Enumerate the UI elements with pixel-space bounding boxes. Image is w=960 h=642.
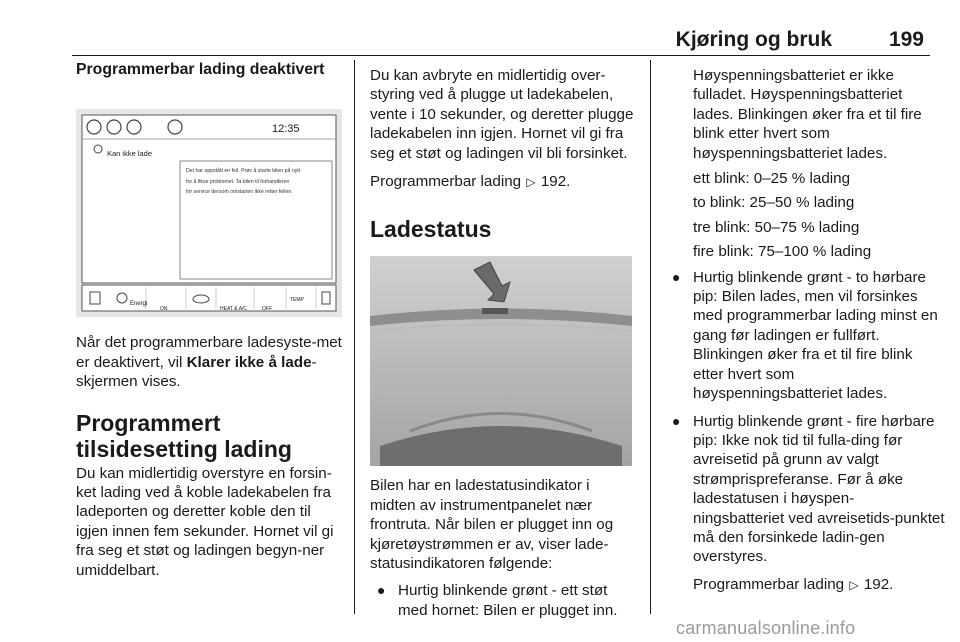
column-3 bbox=[665, 60, 945, 595]
screen-illustration bbox=[76, 109, 342, 317]
screen-message-line: Det har oppstått en feil. Prøv å starte bilen på nytt bbox=[186, 168, 301, 175]
screen-home-label: Kan ikke lade bbox=[107, 149, 153, 159]
disabled-paragraph-text: Når det programmerbare ladesyste-met er deaktivert, vil bbox=[76, 334, 342, 371]
status-bullet-1-text: Hurtig blinkende grønt - ett støt med hornet: Bilen er plugget inn. bbox=[398, 582, 618, 619]
screen-message-line: for å fikse problemet. Ta bilen til forhandleren bbox=[186, 178, 290, 185]
column-divider-2 bbox=[650, 60, 651, 614]
blink-4-text: fire blink: 75–100 % lading bbox=[693, 243, 872, 261]
bullet-glyph: ● bbox=[672, 412, 681, 429]
page-reference-icon: ▷ bbox=[526, 175, 536, 190]
dashboard-figure bbox=[370, 256, 632, 466]
screen-message-line: for service dersom omstarten ikke retter feilen. bbox=[186, 189, 293, 196]
infotainment-screen-figure bbox=[76, 109, 342, 317]
status-bullet-3-text: Hurtig blinkende grønt - fire hørbare pip: Ikke nok tid til fulla-ding før avreisetid på grunn av valgt strømprispreferanse. Før å øke ladestatusen i høyspen-ningsbatteriet ved avreisetids-punktet må den forsinkede ladin-gen overstyres. bbox=[693, 412, 945, 566]
screen-bar-energy: Energi bbox=[130, 301, 148, 308]
status-bullet-1-continued: Høyspenningsbatteriet er ikke fulladet. Høyspenningsbatteriet lades. Blinkingen øker fra et til fire blink etter hvert som høyspenningsbatteriet lades. bbox=[693, 67, 922, 162]
status-bullet-2-text: Hurtig blinkende grønt - to hørbare pip: Bilen lades, men vil forsinkes med programmerbar lading minst en gang før ladingen er fullført. Blinkingen øker fra et til fire blink etter hvert som høyspenningsbatteriet lades. bbox=[693, 268, 938, 403]
blink-1-text: ett blink: 0–25 % lading bbox=[693, 170, 851, 188]
reference-page[interactable]: 192. bbox=[540, 173, 571, 191]
status-bullet-2 bbox=[665, 268, 945, 404]
column-divider-1 bbox=[354, 60, 355, 614]
disabled-paragraph bbox=[76, 333, 342, 391]
reference-line-2 bbox=[665, 575, 945, 595]
cancel-override-paragraph: Du kan avbryte en midlertidig over-styring ved å plugge ut ladekabelen, vente i 10 sekunder, og deretter plugge ladekabelen inn igjen. Hornet vil gi fra seg et støt og ladingen vil bli forsinket. bbox=[370, 67, 634, 162]
status-bullet-1 bbox=[370, 581, 636, 620]
header-title: Kjøring og bruk bbox=[675, 28, 832, 51]
column-1 bbox=[76, 60, 342, 580]
dashboard-illustration bbox=[370, 256, 632, 466]
bullet-glyph: ● bbox=[672, 268, 681, 285]
section-heading-override: Programmert tilsidesetting lading bbox=[76, 409, 292, 462]
blink-2-text: to blink: 25–50 % lading bbox=[693, 194, 855, 212]
screen-name-bold: Klarer ikke å lade bbox=[186, 353, 312, 371]
column-2 bbox=[370, 60, 636, 620]
status-paragraph: Bilen har en ladestatusindikator i midten av instrumentpanelet nær frontruta. Når bilen er plugget inn og kjøretøystrømmen er av, viser lade-statusindikatoren følgende: bbox=[370, 477, 614, 573]
page-reference-icon: ▷ bbox=[849, 577, 859, 592]
reference-line-1 bbox=[370, 172, 636, 192]
reference-text: Programmerbar lading bbox=[693, 575, 845, 593]
disabled-paragraph-tail: -skjermen vises. bbox=[76, 353, 317, 391]
screen-bar-on: ON bbox=[160, 306, 168, 313]
screen-error-message bbox=[186, 167, 332, 196]
reference-text: Programmerbar lading bbox=[370, 173, 522, 191]
screen-bar-temp: TEMP bbox=[290, 297, 304, 304]
blink-3-text: tre blink: 50–75 % lading bbox=[693, 218, 860, 236]
screen-time: 12:35 bbox=[272, 123, 300, 136]
screen-bar-off: OFF bbox=[262, 306, 272, 313]
bullet-glyph: ● bbox=[377, 582, 386, 599]
status-bullet-3 bbox=[665, 412, 945, 567]
watermark: carmanualsonline.info bbox=[676, 618, 856, 638]
page-header bbox=[72, 22, 930, 56]
override-paragraph: Du kan midlertidig overstyre en forsin-ket lading ved å koble ladekabelen fra ladeporten og deretter koble den til igjen innen fem sekunder. Hornet vil gi fra seg et støt og ladingen begyn-ner umiddelbart. bbox=[76, 464, 334, 579]
section-heading-status: Ladestatus bbox=[370, 216, 492, 243]
section-heading-disabled: Programmerbar lading deaktivert bbox=[76, 61, 325, 78]
reference-page[interactable]: 192. bbox=[863, 575, 894, 593]
screen-bar-heat-ac: HEAT & A/C bbox=[220, 306, 248, 313]
page-number: 199 bbox=[888, 28, 924, 51]
